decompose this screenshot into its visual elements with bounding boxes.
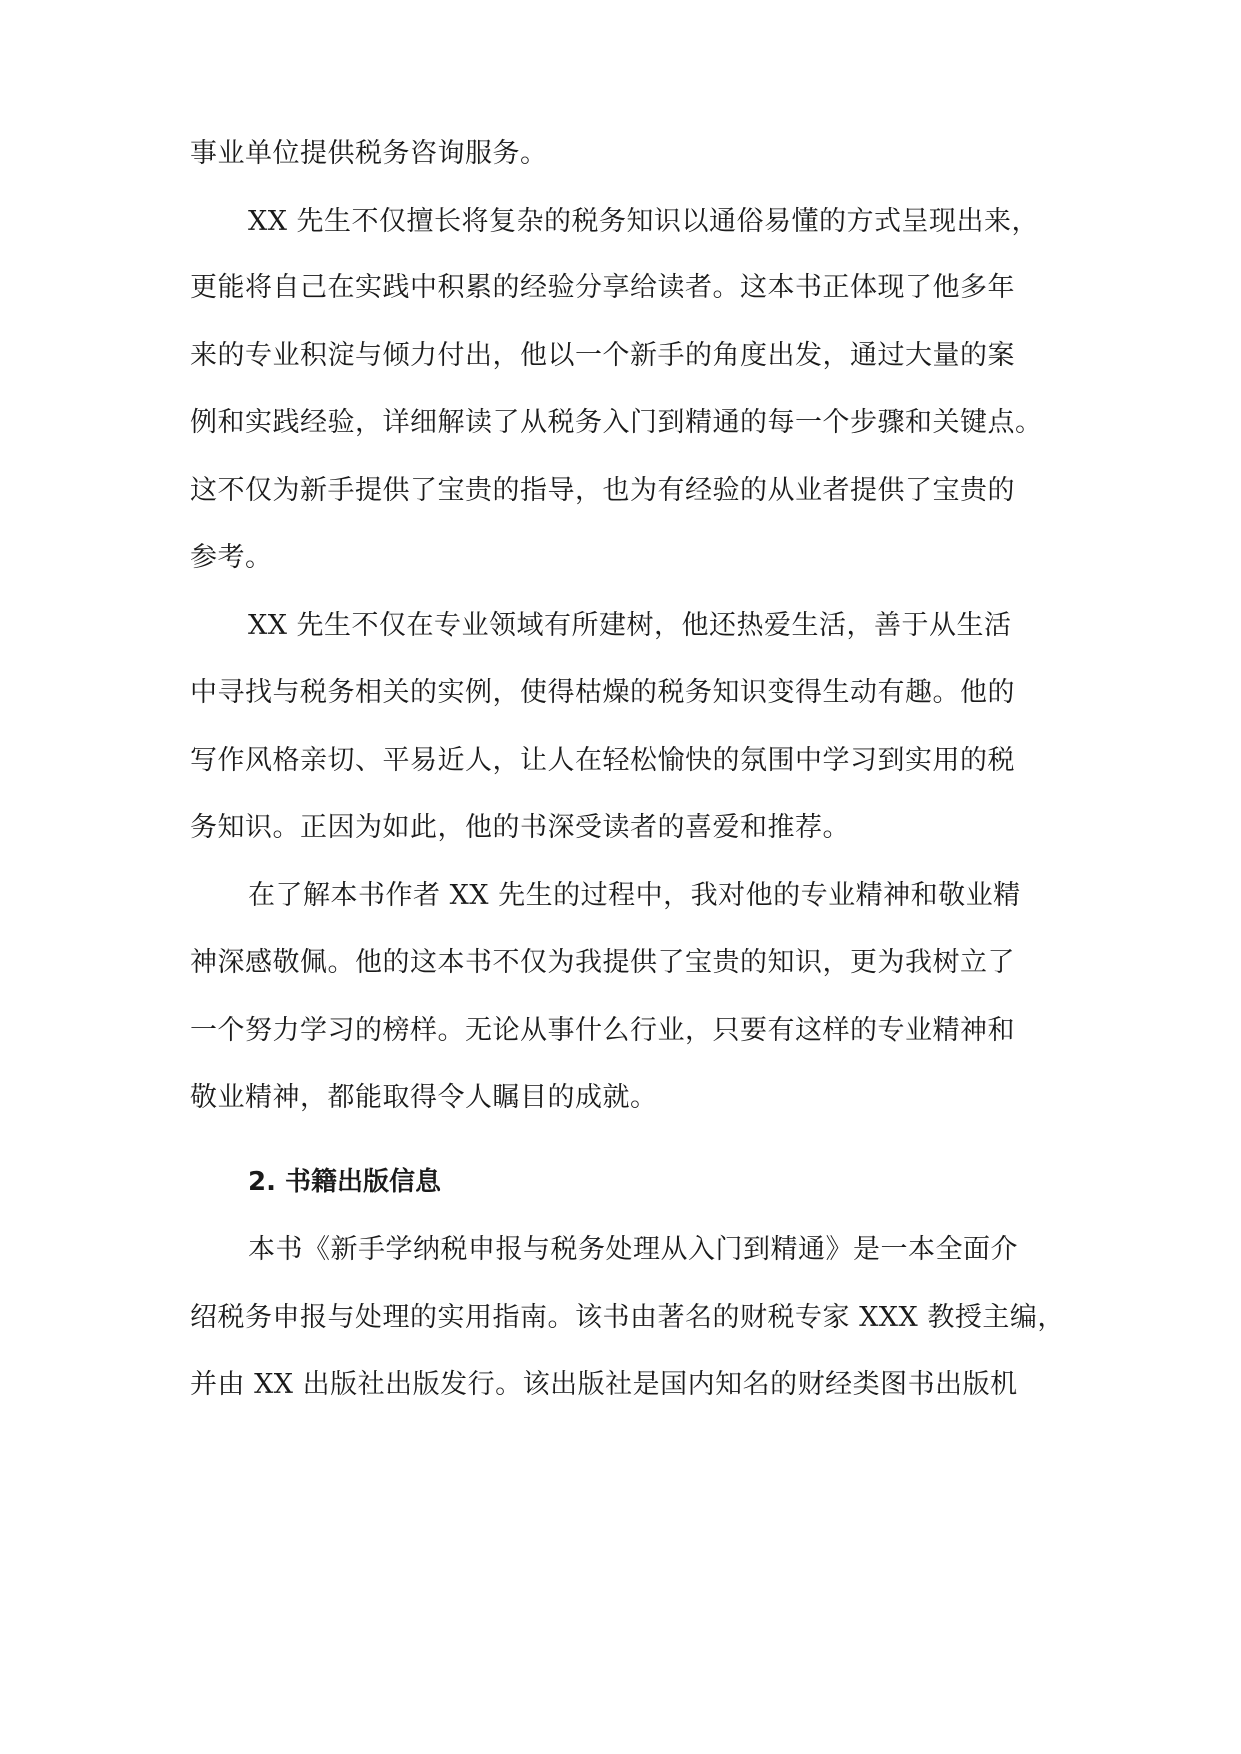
text-line: 敬业精神，都能取得令人瞩目的成就。 [190, 1082, 658, 1113]
text-line: 务知识。正因为如此，他的书深受读者的喜爱和推荐。 [190, 812, 850, 843]
section-heading: 2. 书籍出版信息 [248, 1167, 442, 1197]
text-line: 事业单位提供税务咨询服务。 [190, 138, 548, 169]
text-line: 更能将自己在实践中积累的经验分享给读者。这本书正体现了他多年 [190, 272, 1015, 303]
text-line: 来的专业积淀与倾力付出，他以一个新手的角度出发，通过大量的案 [190, 340, 1015, 371]
text-line: 神深感敬佩。他的这本书不仅为我提供了宝贵的知识，更为我树立了 [190, 947, 1015, 978]
text-line: XX 先生不仅擅长将复杂的税务知识以通俗易懂的方式呈现出来， [248, 206, 1040, 237]
text-line: 写作风格亲切、平易近人，让人在轻松愉快的氛围中学习到实用的税 [190, 745, 1015, 776]
text-line: 例和实践经验，详细解读了从税务入门到精通的每一个步骤和关键点。 [190, 407, 1043, 438]
text-line: 参考。 [190, 542, 273, 573]
text-line: 在了解本书作者 XX 先生的过程中，我对他的专业精神和敬业精 [248, 880, 1021, 911]
text-line: 这不仅为新手提供了宝贵的指导，也为有经验的从业者提供了宝贵的 [190, 475, 1015, 506]
text-line: 一个努力学习的榜样。无论从事什么行业，只要有这样的专业精神和 [190, 1015, 1015, 1046]
text-line: 中寻找与税务相关的实例，使得枯燥的税务知识变得生动有趣。他的 [190, 677, 1015, 708]
text-line: XX 先生不仅在专业领域有所建树，他还热爱生活，善于从生活 [248, 610, 1012, 641]
text-line: 绍税务申报与处理的实用指南。该书由著名的财税专家 XXX 教授主编， [190, 1302, 1065, 1333]
text-line: 本书《新手学纳税申报与税务处理从入门到精通》是一本全面介 [248, 1234, 1018, 1265]
text-line: 并由 XX 出版社出版发行。该出版社是国内知名的财经类图书出版机 [190, 1369, 1018, 1400]
